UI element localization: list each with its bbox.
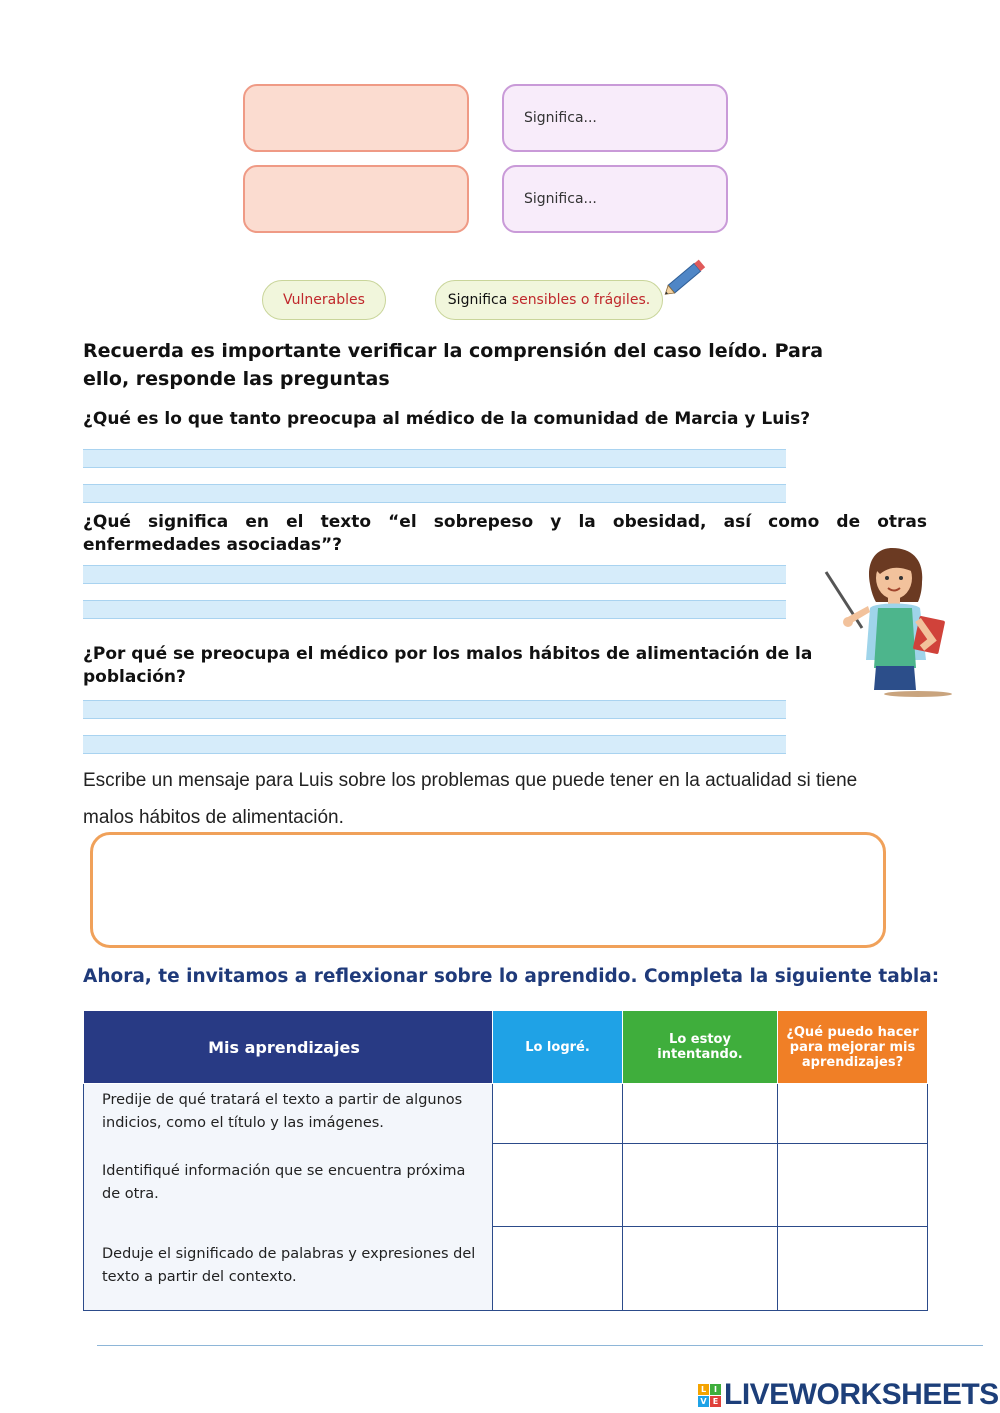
reflection-table: [83, 1010, 928, 1311]
question-3-line-1: ¿Por qué se preocupa el médico por los malos hábitos de alimentación de la: [83, 644, 813, 664]
meaning-prompt-2: Significa...: [524, 191, 597, 207]
reflection-title: Ahora, te invitamos a reflexionar sobre lo aprendido. Completa la siguiente tabla:: [83, 966, 940, 987]
message-prompt-line-1: Escribe un mensaje para Luis sobre los problemas que puede tener en la actualidad si tiene: [83, 770, 858, 791]
example-word: Vulnerables: [283, 292, 365, 308]
meaning-box-2[interactable]: [502, 165, 728, 233]
header-lo-estoy-intentando: Lo estoy intentando.: [623, 1011, 778, 1084]
teacher-illustration: [822, 540, 962, 700]
header-lo-logre: Lo logré.: [493, 1011, 623, 1084]
answer-lines-3[interactable]: [83, 700, 786, 754]
learning-item-2: Identifiqué información que se encuentra próxima de otra.: [84, 1144, 493, 1227]
table-row: [84, 1084, 928, 1144]
liveworksheets-logo: [698, 1378, 999, 1412]
question-3: [83, 643, 883, 689]
word-input-box-1[interactable]: [243, 84, 469, 152]
cell-lo-logre-2[interactable]: [493, 1144, 623, 1227]
message-textbox[interactable]: [90, 832, 886, 948]
example-word-pill: [262, 280, 386, 320]
table-row: [84, 1144, 928, 1227]
cell-intentando-1[interactable]: [623, 1084, 778, 1144]
instruction-heading-line-1: Recuerda es importante verificar la comprensión del caso leído. Para: [83, 340, 824, 362]
cell-mejorar-2[interactable]: [778, 1144, 928, 1227]
question-1: ¿Qué es lo que tanto preocupa al médico de la comunidad de Marcia y Luis?: [83, 409, 811, 429]
question-3-line-2: población?: [83, 667, 186, 687]
learning-item-1: Predije de qué tratará el texto a partir de algunos indicios, como el título y las imágenes.: [84, 1084, 493, 1144]
word-input-box-2[interactable]: [243, 165, 469, 233]
example-meaning-text: sensibles o frágiles.: [511, 292, 651, 308]
header-mis-aprendizajes: Mis aprendizajes: [84, 1011, 493, 1084]
table-row: [84, 1227, 928, 1311]
cell-intentando-2[interactable]: [623, 1144, 778, 1227]
cell-lo-logre-1[interactable]: [493, 1084, 623, 1144]
footer-divider: [97, 1345, 983, 1346]
question-2-line-1: ¿Qué significa en el texto “el sobrepeso y la obesidad, así como de otras: [83, 512, 927, 532]
header-que-puedo-hacer: ¿Qué puedo hacer para mejorar mis aprendizajes?: [778, 1011, 928, 1084]
question-2-line-2: enfermedades asociadas”?: [83, 535, 343, 555]
cell-mejorar-1[interactable]: [778, 1084, 928, 1144]
cell-intentando-3[interactable]: [623, 1227, 778, 1311]
liveworksheets-logo-text: LIVEWORKSHEETS: [724, 1378, 999, 1411]
answer-lines-2[interactable]: [83, 565, 786, 619]
pencil-icon: [656, 252, 714, 306]
liveworksheets-logo-mark: L I V E: [698, 1384, 721, 1407]
answer-lines-1[interactable]: [83, 449, 786, 503]
cell-lo-logre-3[interactable]: [493, 1227, 623, 1311]
message-prompt-line-2: malos hábitos de alimentación.: [83, 807, 344, 828]
meaning-prompt-1: Significa...: [524, 110, 597, 126]
message-prompt: [83, 762, 933, 836]
learning-item-3: Deduje el significado de palabras y expresiones del texto a partir del contexto.: [84, 1227, 493, 1311]
instruction-heading: [83, 337, 823, 393]
example-meaning-prefix: Significa: [447, 292, 512, 308]
example-meaning-pill: [435, 280, 663, 320]
meaning-box-1[interactable]: [502, 84, 728, 152]
cell-mejorar-3[interactable]: [778, 1227, 928, 1311]
instruction-heading-line-2: ello, responde las preguntas: [83, 368, 390, 390]
question-2: [83, 511, 927, 557]
